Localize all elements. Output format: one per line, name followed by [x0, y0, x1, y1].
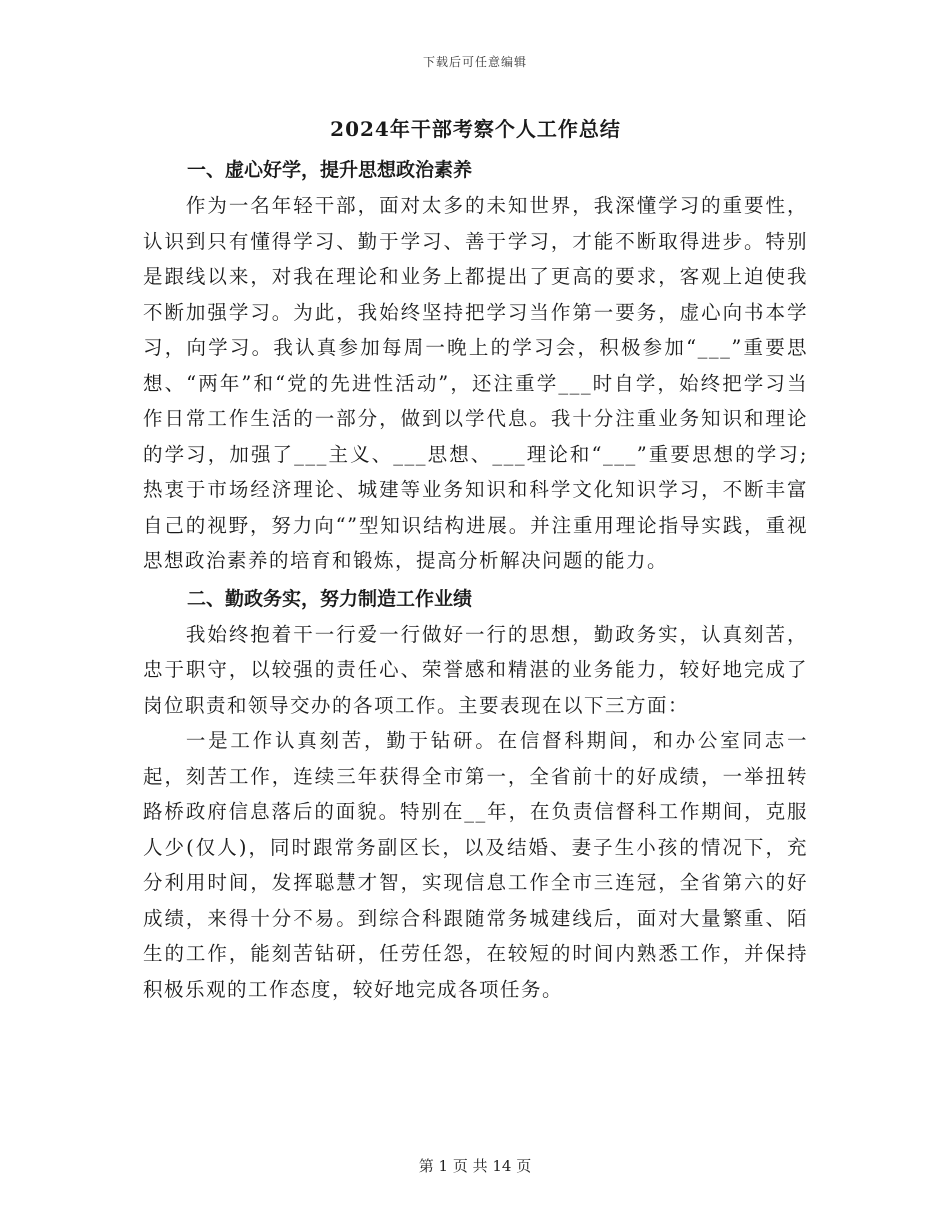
section-heading: 二、勤政务实，努力制造工作业绩	[187, 587, 473, 610]
page-header-note: 下载后可任意编辑	[422, 55, 527, 69]
paragraph: 作为一名年轻干部，面对太多的未知世界，我深懂学习的重要性，认识到只有懂得学习、勤于学习、善于学习，才能不断取得进步。特别是跟线以来，对我在理论和业务上都提出了更高的要求，客观上迫使我不断加强学习。为此，我始终坚持把学习当作第一要务，虚心向书本学习，向学习。我认真参加每周一晚上的学习会，积极参加“___”重要思想、“两年”和“党的先进性活动”，还注重学___时自学，始终把学习当作日常工作生活的一部分，做到以学代息。我十分注重业务知识和理论的学习，加强了___主义、___思想、___理论和“___”重要思想的学习;热衷于市场经济理论、城建等业务知识和科学文化知识学习，不断丰富自己的视野，努力向“”型知识结构进展。并注重用理论指导实践，重视思想政治素养的培育和锻炼，提高分析解决问题的能力。	[143, 194, 808, 572]
document-body	[143, 112, 808, 1007]
section-heading: 一、虚心好学，提升思想政治素养	[187, 159, 473, 181]
section-1	[143, 152, 808, 579]
page-number-footer: 第 1 页 共 14 页	[418, 1157, 532, 1175]
section-2	[143, 581, 808, 1008]
document-title: 2024年干部考察个人工作总结	[330, 117, 621, 141]
paragraph: 一是工作认真刻苦，勤于钻研。在信督科期间，和办公室同志一起，刻苦工作，连续三年获得全市第一，全省前十的好成绩，一举扭转路桥政府信息落后的面貌。特别在__年，在负责信督科工作期间，克服人少(仅人)，同时跟常务副区长，以及结婚、妻子生小孩的情况下，充分利用时间，发挥聪慧才智，实现信息工作全市三连冠，全省第六的好成绩，来得十分不易。到综合科跟随常务城建线后，面对大量繁重、陌生的工作，能刻苦钻研，任劳任怨，在较短的时间内熟悉工作，并保持积极乐观的工作态度，较好地完成各项任务。	[143, 729, 808, 1001]
paragraph: 我始终抱着干一行爱一行做好一行的思想，勤政务实，认真刻苦，忠于职守，以较强的责任心、荣誉感和精湛的业务能力，较好地完成了岗位职责和领导交办的各项工作。主要表现在以下三方面：	[143, 622, 808, 717]
